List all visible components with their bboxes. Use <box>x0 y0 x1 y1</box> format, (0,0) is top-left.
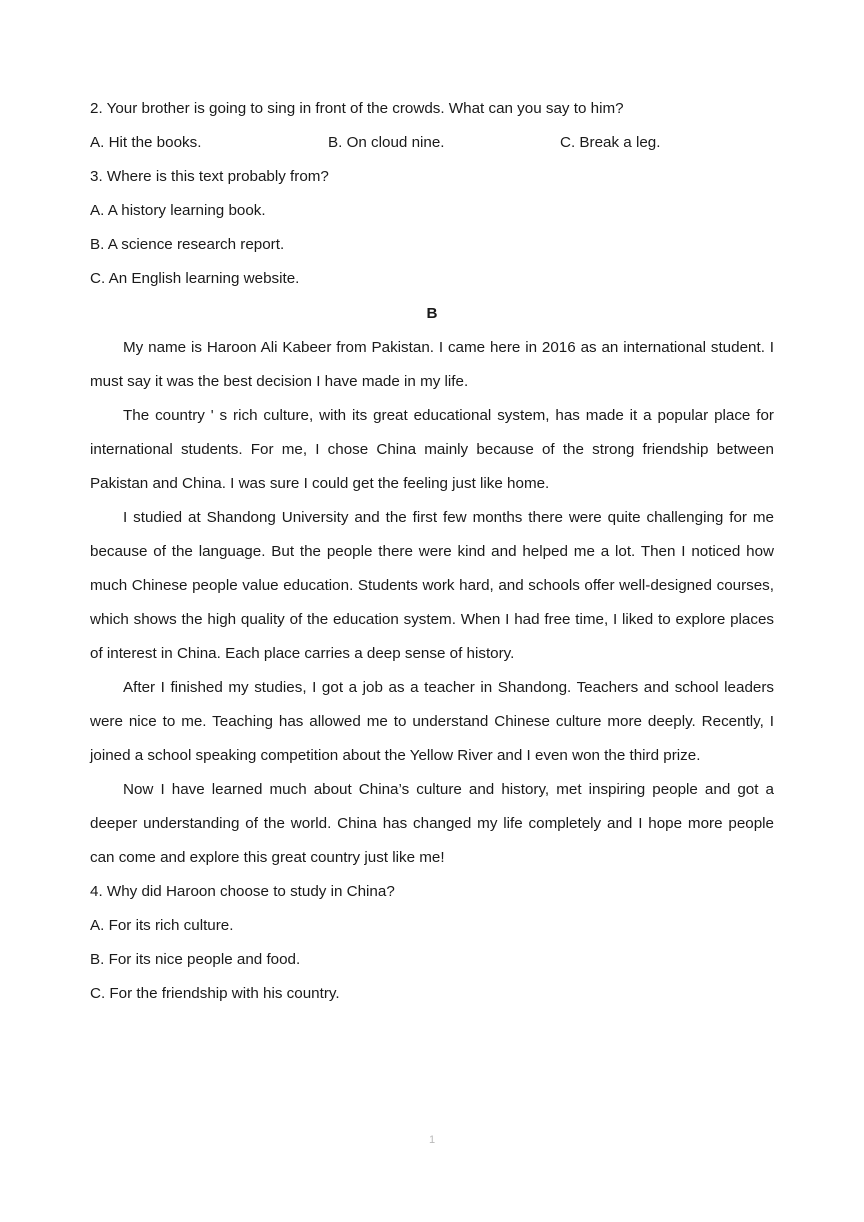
passage-paragraph-5: Now I have learned much about China’s culture and history, met inspiring people and got a deeper understanding of the world. China has changed my life completely and I hope more people can come and explore this great country just like me! <box>90 781 774 866</box>
question-2-option-b[interactable]: B. On cloud nine. <box>328 134 445 151</box>
question-4-stem: 4. Why did Haroon choose to study in China? <box>90 883 395 900</box>
page-content <box>90 92 774 1011</box>
question-3-option-b[interactable]: B. A science research report. <box>90 236 285 253</box>
question-3-option-a[interactable]: A. A history learning book. <box>90 202 266 219</box>
question-4-option-b[interactable]: B. For its nice people and food. <box>90 951 301 968</box>
section-letter-heading: B <box>426 305 438 322</box>
page-number: 1 <box>428 1134 436 1146</box>
passage-paragraph-3: I studied at Shandong University and the first few months there were quite challenging for me because of the language. But the people there were kind and helped me a lot. Then I noticed how much Chinese people value education. Students work hard, and schools offer well-designed courses, which shows the high quality of the education system. When I had free time, I liked to explore places of interest in China. Each place carries a deep sense of history. <box>90 509 774 662</box>
question-2-option-c[interactable]: C. Break a leg. <box>560 134 661 151</box>
question-4-option-c[interactable]: C. For the friendship with his country. <box>90 985 340 1002</box>
question-3-stem: 3. Where is this text probably from? <box>90 168 329 185</box>
question-2-stem: 2. Your brother is going to sing in front of the crowds. What can you say to him? <box>90 100 624 117</box>
question-2-options <box>90 126 774 160</box>
passage-paragraph-2: The country ' s rich culture, with its great educational system, has made it a popular place for international students. For me, I chose China mainly because of the strong friendship between Pakistan and China. I was sure I could get the feeling just like home. <box>90 407 774 492</box>
passage-paragraph-1: My name is Haroon Ali Kabeer from Pakistan. I came here in 2016 as an international student. I must say it was the best decision I have made in my life. <box>90 339 774 390</box>
question-2-option-a[interactable]: A. Hit the books. <box>90 134 202 151</box>
question-4-option-a[interactable]: A. For its rich culture. <box>90 917 234 934</box>
question-3-option-c[interactable]: C. An English learning website. <box>90 270 300 287</box>
passage-paragraph-4: After I finished my studies, I got a job as a teacher in Shandong. Teachers and school leaders were nice to me. Teaching has allowed me to understand Chinese culture more deeply. Recently, I joined a school speaking competition about the Yellow River and I even won the third prize. <box>90 679 774 764</box>
